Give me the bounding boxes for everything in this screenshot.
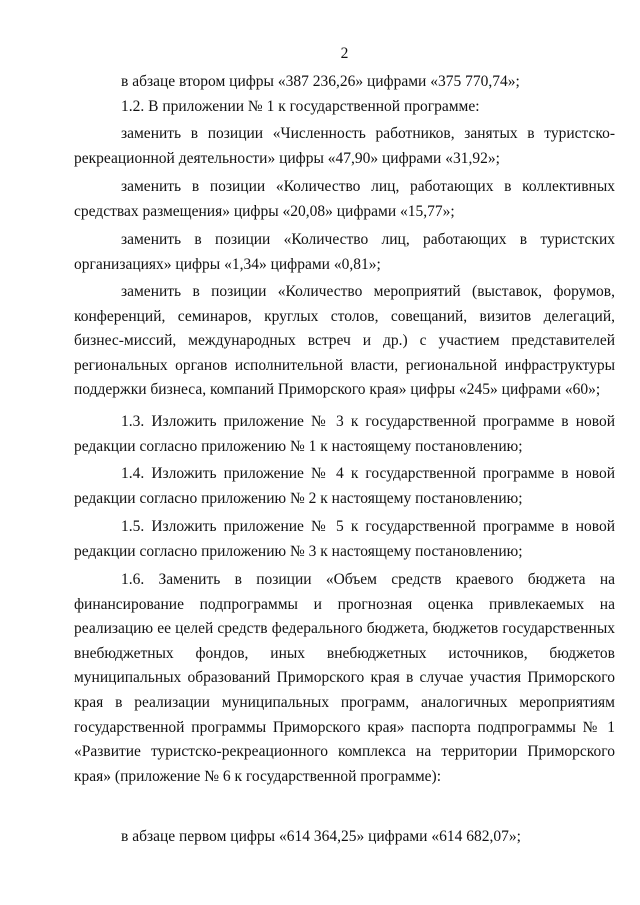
document-page	[74, 0, 615, 905]
paragraph-kolichestvo-meropriyatiy: заменить в позиции «Количество мероприятий (выставок, форумов, конференций, семинаров, круглых столов, совещаний, визитов делегаций, бизнес-миссий, международных встреч и др.) с участием представителей региональных органов исполнительной власти, региональной инфраструктуры поддержки бизнеса, компаний Приморского края» цифры «245» цифрами «60»;	[74, 283, 615, 399]
paragraph-kollektivnye-sredstva: заменить в позиции «Количество лиц, работающих в коллективных средствах размещения» цифры «20,08» цифрами «15,77»;	[74, 178, 615, 220]
paragraph-1-5: 1.5. Изложить приложение № 5 к государственной программе в новой редакции согласно приложению № 3 к настоящему постановлению;	[74, 518, 615, 560]
paragraph-abzac-vtorom: в абзаце втором цифры «387 236,26» цифрами «375 770,74»;	[121, 73, 520, 90]
paragraph-1-2: 1.2. В приложении № 1 к государственной программе:	[121, 98, 480, 115]
page-number: 2	[340, 45, 349, 62]
paragraph-turistskie-organizacii: заменить в позиции «Количество лиц, работающих в туристских организациях» цифры «1,34» цифрами «0,81»;	[74, 231, 615, 273]
paragraph-chislennost-rabotnikov: заменить в позиции «Численность работников, занятых в туристско-рекреационной деятельности» цифры «47,90» цифрами «31,92»;	[74, 125, 615, 167]
paragraph-abzac-pervom: в абзаце первом цифры «614 364,25» цифрами «614 682,07»;	[121, 828, 521, 845]
paragraph-1-6: 1.6. Заменить в позиции «Объем средств краевого бюджета на финансирование подпрограммы и прогнозная оценка привлекаемых на реализацию ее целей средств федерального бюджета, бюджетов государственных внебюджетных фондов, иных внебюджетных источников, бюджетов муниципальных образований Приморского края в случае участия Приморского края в реализации муниципальных программ, аналогичных мероприятиям государственной программы Приморского края» паспорта подпрограммы № 1 «Развитие туристско-рекреационного комплекса на территории Приморского края» (приложение № 6 к государственной программе):	[74, 571, 615, 785]
paragraph-1-3: 1.3. Изложить приложение № 3 к государственной программе в новой редакции согласно приложению № 1 к настоящему постановлению;	[74, 413, 615, 455]
paragraph-1-4: 1.4. Изложить приложение № 4 к государственной программе в новой редакции согласно приложению № 2 к настоящему постановлению;	[74, 465, 615, 507]
